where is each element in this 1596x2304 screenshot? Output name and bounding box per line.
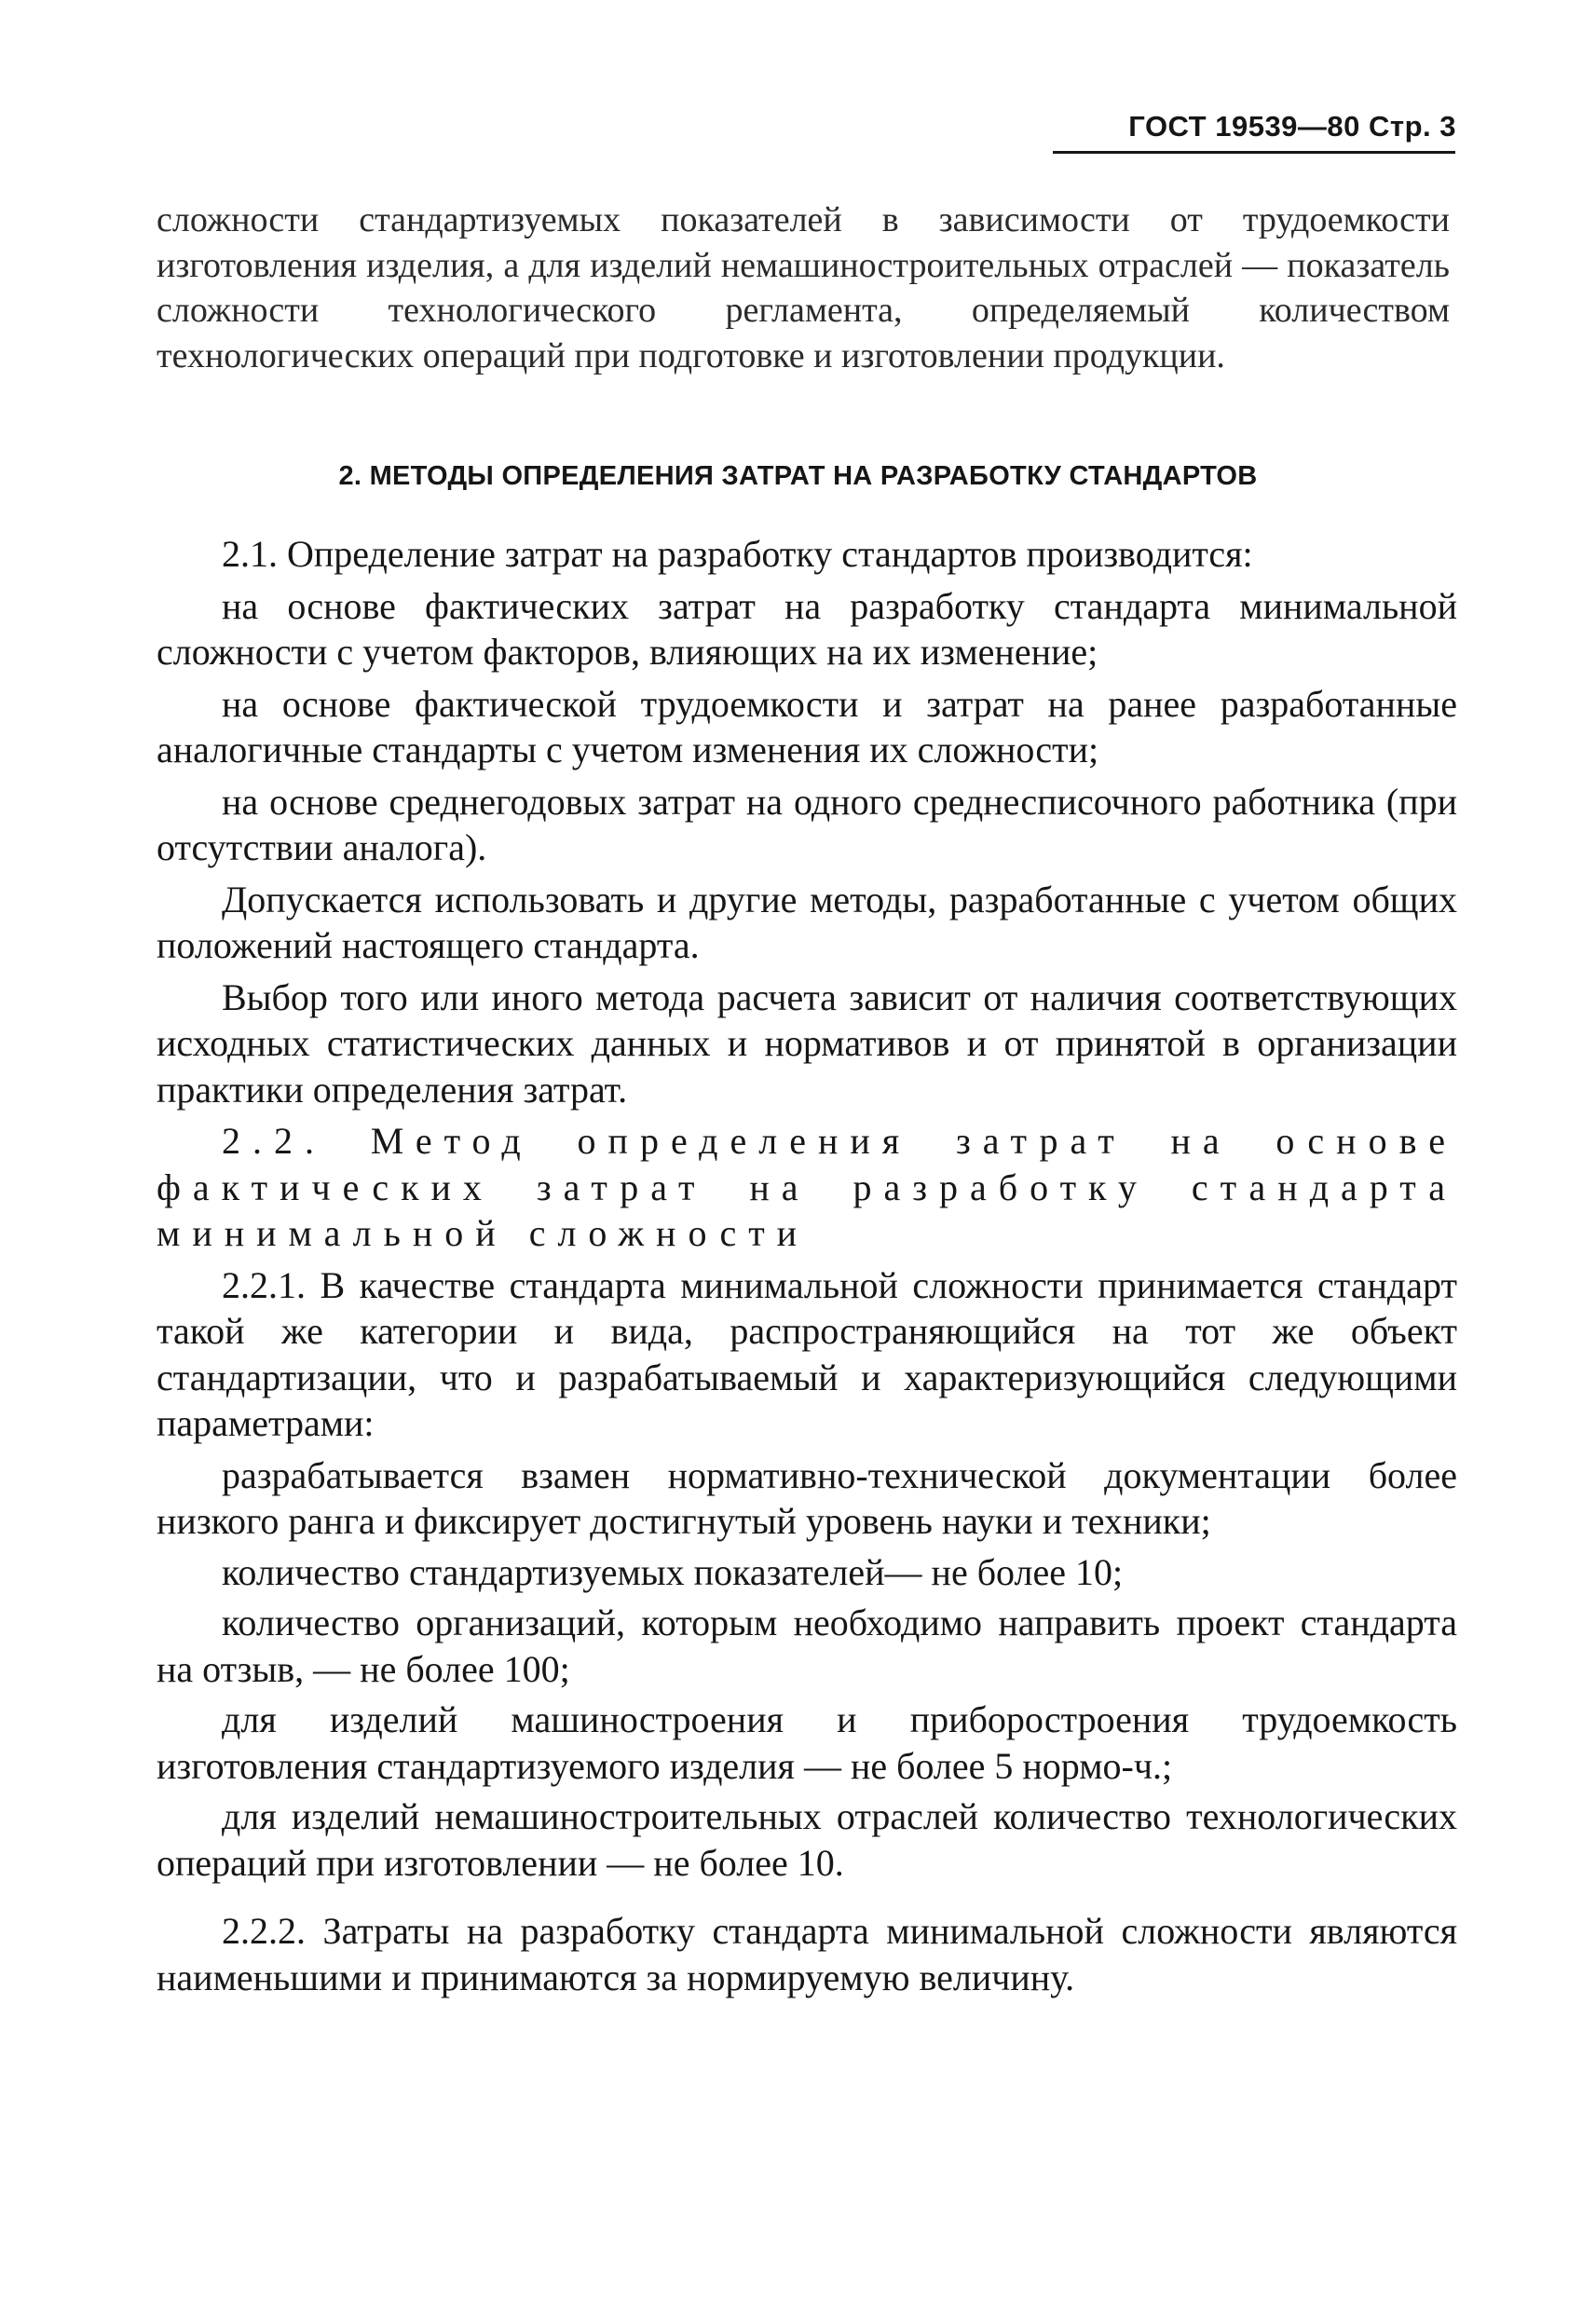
list-item-param-5: для изделий немашиностроительных отраслей количество технологических операций при изготовлении — не более 10. [157,1795,1457,1884]
page-header: ГОСТ 19539—80 Стр. 3 [1128,110,1456,143]
list-item-param-4: для изделий машиностроения и приборостроения трудоемкость изготовления стандартизуемого изделия — не более 5 нормо-ч.; [157,1698,1457,1787]
continued-paragraph: сложности стандартизуемых показателей в зависимости от трудоемкости изготовления изделия, а для изделий немашиностроительных отраслей — показатель сложности технологического регламента, определяемый количеством технологических операций при подготовке и изготовлении продукции. [157,200,1450,375]
list-item-param-2: количество стандартизуемых показателей— не более 10; [222,1550,1124,1593]
body-text [157,531,1457,2006]
list-item-param-3: количество организаций, которым необходимо направить проект стандарта на отзыв, — не более 100; [157,1602,1457,1690]
header-rule [1053,151,1455,154]
section-title: 2. МЕТОДЫ ОПРЕДЕЛЕНИЯ ЗАТРАТ НА РАЗРАБОТКУ СТАНДАРТОВ [338,461,1258,491]
list-item-method-2: на основе фактической трудоемкости и затрат на ранее разработанные аналогичные стандарты с учетом изменения их сложности; [157,682,1457,770]
paragraph-2-2-1: 2.2.1. В качестве стандарта минимальной сложности принимается стандарт такой же категории и вида, распространяющийся на тот же объект стандартизации, что и разрабатываемый и характеризующийся следующими параметрами: [157,1263,1457,1444]
paragraph-2-2-2: 2.2.2. Затраты на разработку стандарта минимальной сложности являются наименьшими и принимаются за нормируемую величину. [157,1910,1457,1998]
list-item-param-1: разрабатывается взамен нормативно-технической документации более низкого ранга и фиксирует достигнутый уровень науки и техники; [157,1453,1457,1542]
list-item-method-1: на основе фактических затрат на разработку стандарта минимальной сложности с учетом факторов, влияющих на их изменение; [157,584,1457,673]
list-item-method-3: на основе среднегодовых затрат на одного среднесписочного работника (при отсутствии аналога). [157,780,1457,868]
paragraph-other-methods: Допускается использовать и другие методы, разработанные с учетом общих положений настоящего стандарта. [157,878,1457,966]
paragraph-2-1: 2.1. Определение затрат на разработку стандартов производится: [222,533,1253,575]
subsection-heading-2-2: 2.2. Метод определения затрат на основе фактических затрат на разработку стандарта минимальной сложности [157,1120,1457,1254]
paragraph-method-choice: Выбор того или иного метода расчета зависит от наличия соответствующих исходных статистических данных и нормативов и от принятой в организации практики определения затрат. [157,975,1457,1111]
